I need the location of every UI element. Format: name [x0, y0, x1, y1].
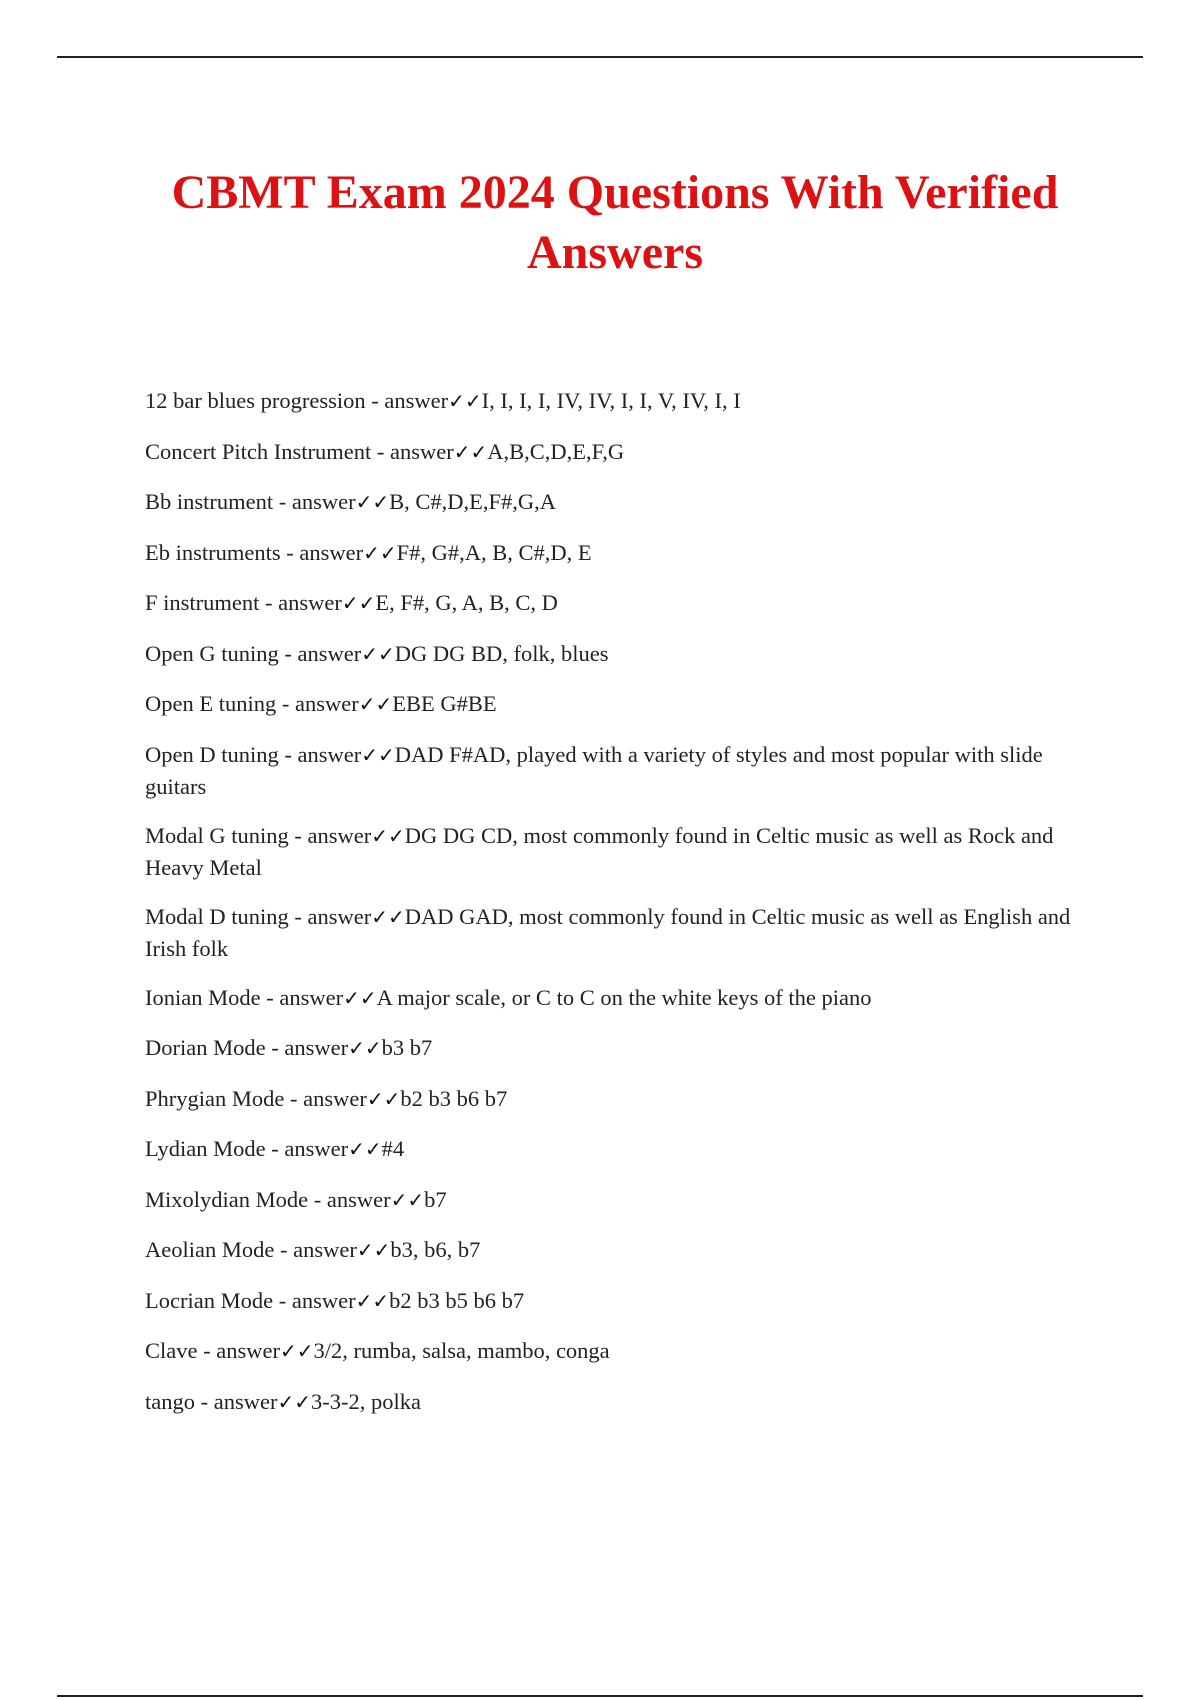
- qa-answer: 3/2, rumba, salsa, mambo, conga: [313, 1338, 610, 1363]
- double-check-icon: ✓✓: [366, 1086, 401, 1111]
- answer-label: answer: [291, 489, 356, 514]
- qa-term: Concert Pitch Instrument: [145, 438, 372, 464]
- qa-term: Open D tuning: [145, 741, 279, 767]
- double-check-icon: ✓✓: [453, 439, 488, 464]
- qa-answer: EBE G#BE: [392, 691, 497, 716]
- qa-separator: -: [265, 1035, 285, 1060]
- qa-answer: B, C#,D,E,F#,G,A: [389, 489, 557, 514]
- qa-item: [145, 1133, 1095, 1165]
- qa-term: Eb instruments: [145, 539, 281, 565]
- qa-term: Dorian Mode: [145, 1035, 266, 1060]
- qa-list: [145, 385, 1095, 1436]
- answer-label: answer: [299, 539, 364, 565]
- qa-separator: -: [274, 1237, 294, 1262]
- answer-label: answer: [216, 1338, 280, 1363]
- qa-item: [145, 486, 1095, 518]
- double-check-icon: ✓✓: [361, 641, 395, 666]
- qa-item: [145, 1083, 1095, 1115]
- qa-item: [145, 1285, 1095, 1317]
- qa-item: [145, 739, 1095, 803]
- qa-answer: A major scale, or C to C on the white keys of the piano: [376, 984, 872, 1010]
- qa-answer: b2 b3 b5 b6 b7: [389, 1287, 525, 1313]
- qa-answer: DAD F#AD, played with a variety of styles and most popular with slide guitars: [145, 741, 1043, 799]
- answer-label: answer: [297, 640, 362, 666]
- qa-separator: -: [197, 1338, 217, 1363]
- qa-term: Bb instrument: [145, 489, 274, 514]
- qa-item: [145, 820, 1095, 884]
- qa-answer: F#, G#,A, B, C#,D, E: [396, 539, 592, 565]
- qa-item: [145, 1386, 1095, 1418]
- qa-separator: -: [278, 640, 298, 666]
- answer-label: answer: [307, 822, 372, 848]
- qa-term: Open G tuning: [145, 640, 279, 666]
- double-check-icon: ✓✓: [363, 540, 397, 565]
- qa-answer: b3, b6, b7: [390, 1237, 481, 1262]
- qa-term: F instrument: [145, 590, 260, 615]
- qa-item: [145, 587, 1095, 619]
- qa-term: Lydian Mode: [145, 1136, 266, 1161]
- qa-term: Mixolydian Mode: [145, 1186, 309, 1212]
- qa-item: [145, 1184, 1095, 1216]
- qa-answer: #4: [381, 1136, 405, 1161]
- page-title: CBMT Exam 2024 Questions With Verified Answers: [171, 166, 1059, 279]
- qa-term: Locrian Mode: [145, 1287, 274, 1313]
- double-check-icon: ✓✓: [341, 591, 376, 615]
- qa-separator: -: [260, 984, 280, 1010]
- answer-label: answer: [278, 590, 342, 615]
- qa-answer: b7: [424, 1186, 447, 1212]
- qa-separator: -: [273, 489, 292, 514]
- qa-separator: -: [265, 1136, 285, 1161]
- qa-term: Aeolian Mode: [145, 1237, 275, 1262]
- qa-answer: DG DG BD, folk, blues: [394, 640, 609, 666]
- qa-separator: -: [195, 1388, 214, 1414]
- qa-answer: DG DG CD, most commonly found in Celtic music as well as Rock and Heavy Metal: [145, 822, 1054, 880]
- qa-item: [145, 1335, 1095, 1367]
- top-rule: [57, 56, 1143, 58]
- answer-label: answer: [384, 388, 449, 413]
- qa-term: Modal D tuning: [145, 903, 289, 929]
- double-check-icon: ✓✓: [348, 1036, 382, 1060]
- double-check-icon: ✓✓: [279, 1339, 314, 1363]
- qa-item: [145, 688, 1095, 720]
- qa-separator: -: [288, 822, 308, 848]
- answer-label: answer: [284, 1136, 349, 1161]
- answer-label: answer: [303, 1085, 367, 1111]
- double-check-icon: ✓✓: [355, 490, 390, 514]
- qa-separator: -: [288, 903, 308, 929]
- qa-term: Modal G tuning: [145, 822, 289, 848]
- qa-item: [145, 385, 1095, 417]
- qa-answer: DAD GAD, most commonly found in Celtic music as well as English and Irish folk: [145, 903, 1071, 961]
- double-check-icon: ✓✓: [348, 1137, 382, 1161]
- double-check-icon: ✓✓: [343, 985, 377, 1010]
- qa-answer: 3-3-2, polka: [311, 1388, 421, 1414]
- answer-label: answer: [279, 984, 344, 1010]
- qa-term: tango: [145, 1388, 195, 1414]
- answer-label: answer: [389, 438, 454, 464]
- qa-answer: E, F#, G, A, B, C, D: [375, 590, 558, 615]
- answer-label: answer: [326, 1186, 391, 1212]
- qa-answer: I, I, I, I, IV, IV, I, I, V, IV, I, I: [481, 388, 741, 413]
- double-check-icon: ✓✓: [371, 823, 405, 848]
- qa-separator: -: [273, 1287, 292, 1313]
- qa-item: [145, 638, 1095, 670]
- qa-separator: -: [278, 741, 298, 767]
- double-check-icon: ✓✓: [358, 692, 393, 716]
- qa-item: [145, 901, 1095, 965]
- double-check-icon: ✓✓: [390, 1187, 425, 1212]
- qa-answer: b2 b3 b6 b7: [400, 1085, 508, 1111]
- qa-separator: -: [280, 539, 300, 565]
- qa-answer: b3 b7: [381, 1035, 433, 1060]
- qa-separator: -: [276, 691, 295, 716]
- qa-item: [145, 537, 1095, 569]
- qa-item: [145, 436, 1095, 468]
- qa-term: Clave: [145, 1338, 198, 1363]
- double-check-icon: ✓✓: [448, 389, 482, 413]
- double-check-icon: ✓✓: [356, 1238, 391, 1262]
- answer-label: answer: [294, 691, 359, 716]
- answer-label: answer: [291, 1287, 356, 1313]
- answer-label: answer: [293, 1237, 357, 1262]
- qa-separator: -: [308, 1186, 327, 1212]
- answer-label: answer: [213, 1388, 278, 1414]
- answer-label: answer: [297, 741, 362, 767]
- qa-item: [145, 1032, 1095, 1064]
- answer-label: answer: [307, 903, 372, 929]
- answer-label: answer: [284, 1035, 349, 1060]
- qa-term: Open E tuning: [145, 691, 277, 716]
- qa-separator: -: [365, 388, 385, 413]
- bottom-rule: [57, 1695, 1143, 1697]
- double-check-icon: ✓✓: [361, 742, 395, 767]
- qa-item: [145, 982, 1095, 1014]
- qa-term: Phrygian Mode: [145, 1085, 285, 1111]
- double-check-icon: ✓✓: [277, 1389, 311, 1414]
- qa-term: 12 bar blues progression: [145, 388, 366, 413]
- qa-term: Ionian Mode: [145, 984, 261, 1010]
- qa-answer: A,B,C,D,E,F,G: [487, 438, 625, 464]
- double-check-icon: ✓✓: [371, 904, 405, 929]
- qa-item: [145, 1234, 1095, 1266]
- double-check-icon: ✓✓: [355, 1288, 390, 1313]
- qa-separator: -: [284, 1085, 304, 1111]
- qa-separator: -: [259, 590, 279, 615]
- qa-separator: -: [371, 438, 390, 464]
